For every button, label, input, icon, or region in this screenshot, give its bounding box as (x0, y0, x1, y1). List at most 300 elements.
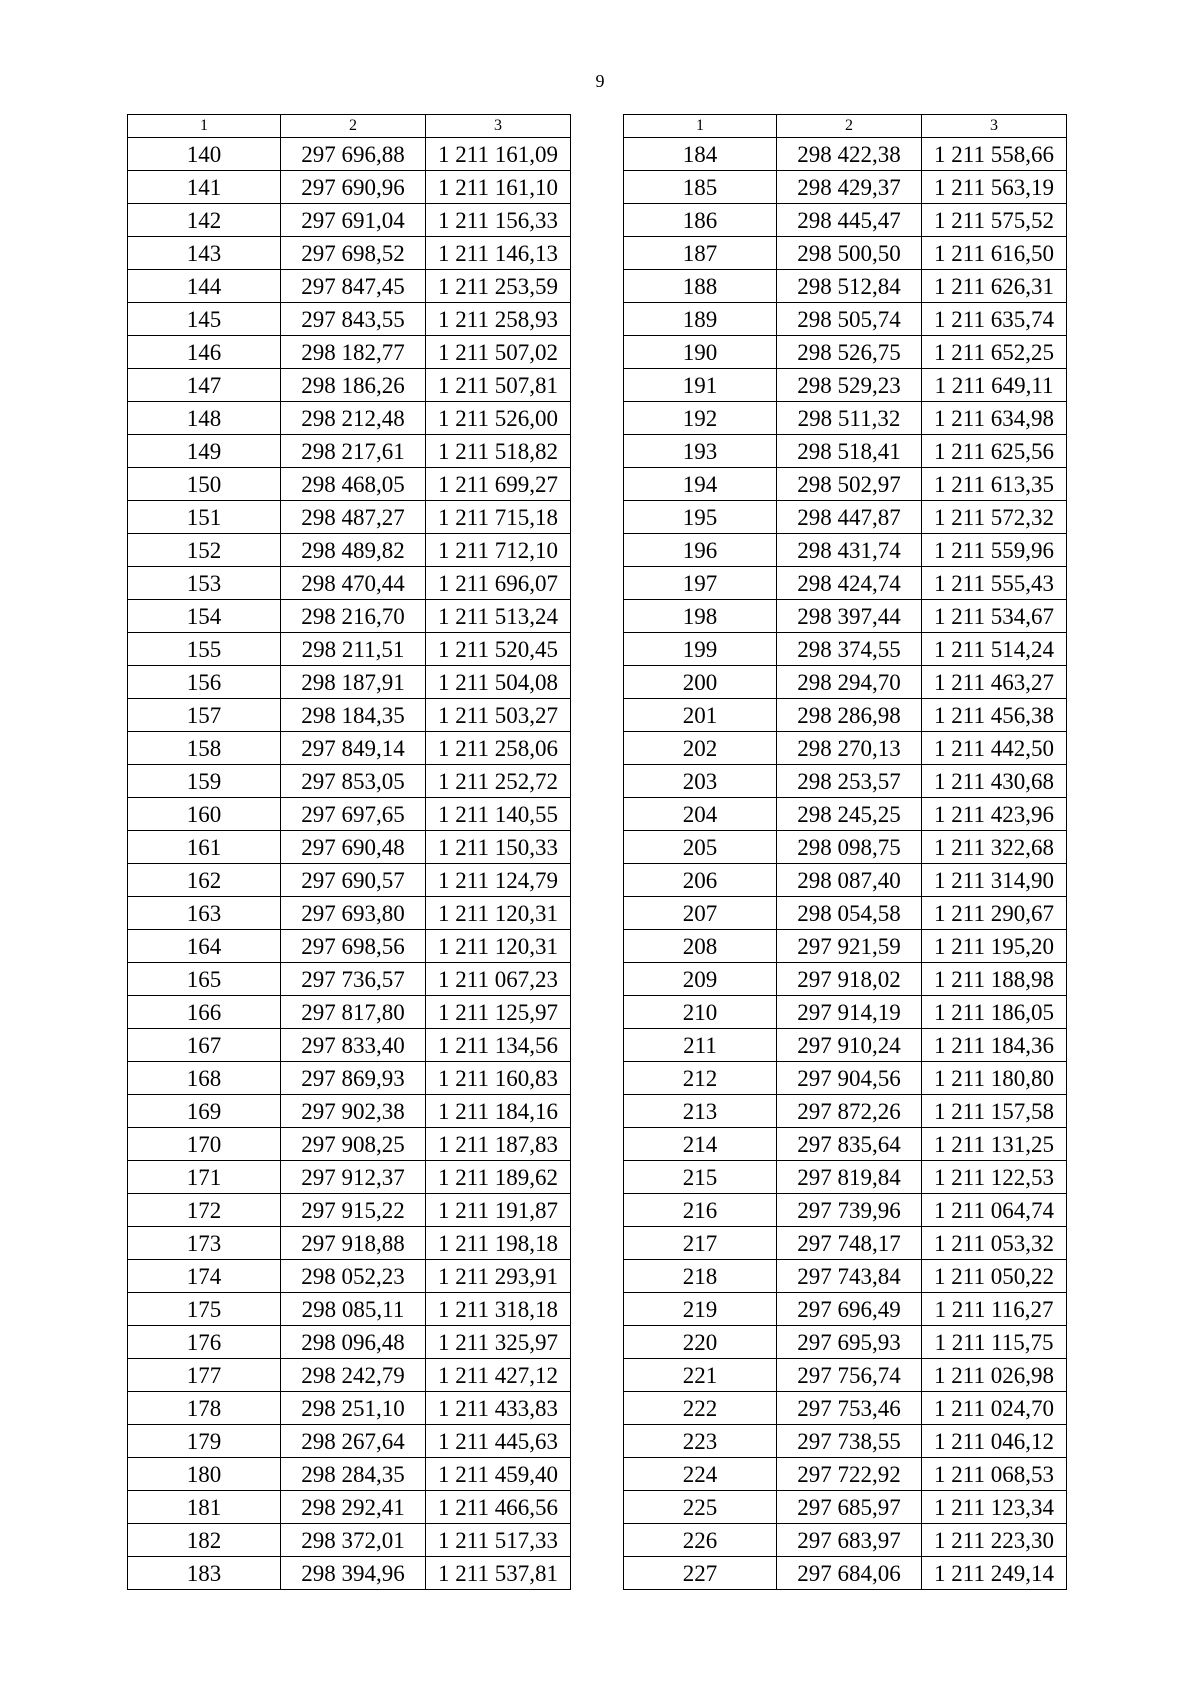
x-coordinate-cell: 297 698,52 (281, 237, 426, 270)
point-number-cell: 172 (128, 1194, 281, 1227)
y-coordinate-cell: 1 211 150,33 (426, 831, 571, 864)
y-coordinate-cell: 1 211 504,08 (426, 666, 571, 699)
table-row (624, 1029, 1067, 1062)
point-number-cell: 153 (128, 567, 281, 600)
x-coordinate-cell: 297 685,97 (777, 1491, 922, 1524)
y-coordinate-cell: 1 211 125,97 (426, 996, 571, 1029)
table-row (624, 666, 1067, 699)
coordinates-table-right (623, 114, 1067, 1590)
table-row (624, 600, 1067, 633)
y-coordinate-cell: 1 211 649,11 (922, 369, 1067, 402)
point-number-cell: 186 (624, 204, 777, 237)
x-coordinate-cell: 297 833,40 (281, 1029, 426, 1062)
column-header-y: 3 (426, 115, 571, 138)
table-row (128, 930, 571, 963)
table-row (624, 1392, 1067, 1425)
x-coordinate-cell: 297 736,57 (281, 963, 426, 996)
table-row (128, 237, 571, 270)
x-coordinate-cell: 297 849,14 (281, 732, 426, 765)
point-number-cell: 192 (624, 402, 777, 435)
y-coordinate-cell: 1 211 318,18 (426, 1293, 571, 1326)
x-coordinate-cell: 297 690,48 (281, 831, 426, 864)
y-coordinate-cell: 1 211 053,32 (922, 1227, 1067, 1260)
point-number-cell: 194 (624, 468, 777, 501)
table-row (128, 1260, 571, 1293)
point-number-cell: 207 (624, 897, 777, 930)
table-row (624, 501, 1067, 534)
y-coordinate-cell: 1 211 423,96 (922, 798, 1067, 831)
y-coordinate-cell: 1 211 189,62 (426, 1161, 571, 1194)
x-coordinate-cell: 297 698,56 (281, 930, 426, 963)
point-number-cell: 216 (624, 1194, 777, 1227)
point-number-cell: 163 (128, 897, 281, 930)
table-row (128, 171, 571, 204)
x-coordinate-cell: 297 695,93 (777, 1326, 922, 1359)
y-coordinate-cell: 1 211 526,00 (426, 402, 571, 435)
table-row (624, 963, 1067, 996)
point-number-cell: 161 (128, 831, 281, 864)
point-number-cell: 142 (128, 204, 281, 237)
y-coordinate-cell: 1 211 161,10 (426, 171, 571, 204)
table-row (128, 138, 571, 171)
table-row (128, 732, 571, 765)
point-number-cell: 227 (624, 1557, 777, 1590)
table-row (624, 1293, 1067, 1326)
x-coordinate-cell: 297 693,80 (281, 897, 426, 930)
y-coordinate-cell: 1 211 026,98 (922, 1359, 1067, 1392)
point-number-cell: 180 (128, 1458, 281, 1491)
table-header-row (128, 115, 571, 138)
x-coordinate-cell: 298 512,84 (777, 270, 922, 303)
y-coordinate-cell: 1 211 503,27 (426, 699, 571, 732)
point-number-cell: 195 (624, 501, 777, 534)
coordinates-table-left (127, 114, 571, 1590)
x-coordinate-cell: 297 872,26 (777, 1095, 922, 1128)
x-coordinate-cell: 298 186,26 (281, 369, 426, 402)
table-row (624, 1095, 1067, 1128)
y-coordinate-cell: 1 211 160,83 (426, 1062, 571, 1095)
x-coordinate-cell: 297 817,80 (281, 996, 426, 1029)
y-coordinate-cell: 1 211 024,70 (922, 1392, 1067, 1425)
table-row (624, 567, 1067, 600)
table-row (128, 831, 571, 864)
table-row (128, 1392, 571, 1425)
y-coordinate-cell: 1 211 466,56 (426, 1491, 571, 1524)
x-coordinate-cell: 298 270,13 (777, 732, 922, 765)
x-coordinate-cell: 298 518,41 (777, 435, 922, 468)
y-coordinate-cell: 1 211 613,35 (922, 468, 1067, 501)
table-row (128, 996, 571, 1029)
y-coordinate-cell: 1 211 442,50 (922, 732, 1067, 765)
point-number-cell: 189 (624, 303, 777, 336)
x-coordinate-cell: 298 529,23 (777, 369, 922, 402)
y-coordinate-cell: 1 211 715,18 (426, 501, 571, 534)
y-coordinate-cell: 1 211 134,56 (426, 1029, 571, 1062)
y-coordinate-cell: 1 211 124,79 (426, 864, 571, 897)
x-coordinate-cell: 298 216,70 (281, 600, 426, 633)
point-number-cell: 174 (128, 1260, 281, 1293)
table-row (624, 369, 1067, 402)
table-row (624, 699, 1067, 732)
point-number-cell: 224 (624, 1458, 777, 1491)
y-coordinate-cell: 1 211 252,72 (426, 765, 571, 798)
table-row (128, 600, 571, 633)
x-coordinate-cell: 297 921,59 (777, 930, 922, 963)
x-coordinate-cell: 297 912,37 (281, 1161, 426, 1194)
table-row (624, 864, 1067, 897)
y-coordinate-cell: 1 211 258,06 (426, 732, 571, 765)
point-number-cell: 209 (624, 963, 777, 996)
table-row (128, 567, 571, 600)
x-coordinate-cell: 297 835,64 (777, 1128, 922, 1161)
table-row (624, 1227, 1067, 1260)
y-coordinate-cell: 1 211 463,27 (922, 666, 1067, 699)
table-row (128, 270, 571, 303)
table-row (624, 138, 1067, 171)
y-coordinate-cell: 1 211 068,53 (922, 1458, 1067, 1491)
y-coordinate-cell: 1 211 115,75 (922, 1326, 1067, 1359)
table-row (128, 765, 571, 798)
point-number-cell: 219 (624, 1293, 777, 1326)
point-number-cell: 179 (128, 1425, 281, 1458)
y-coordinate-cell: 1 211 290,67 (922, 897, 1067, 930)
table-body-left (128, 138, 571, 1590)
x-coordinate-cell: 297 910,24 (777, 1029, 922, 1062)
y-coordinate-cell: 1 211 187,83 (426, 1128, 571, 1161)
x-coordinate-cell: 298 096,48 (281, 1326, 426, 1359)
point-number-cell: 210 (624, 996, 777, 1029)
point-number-cell: 217 (624, 1227, 777, 1260)
table-row (128, 1425, 571, 1458)
table-row (624, 1260, 1067, 1293)
point-number-cell: 176 (128, 1326, 281, 1359)
point-number-cell: 166 (128, 996, 281, 1029)
y-coordinate-cell: 1 211 712,10 (426, 534, 571, 567)
point-number-cell: 160 (128, 798, 281, 831)
table-row (128, 1029, 571, 1062)
point-number-cell: 220 (624, 1326, 777, 1359)
x-coordinate-cell: 298 054,58 (777, 897, 922, 930)
column-header-y: 3 (922, 115, 1067, 138)
point-number-cell: 199 (624, 633, 777, 666)
y-coordinate-cell: 1 211 534,67 (922, 600, 1067, 633)
x-coordinate-cell: 297 914,19 (777, 996, 922, 1029)
point-number-cell: 146 (128, 336, 281, 369)
point-number-cell: 201 (624, 699, 777, 732)
x-coordinate-cell: 298 182,77 (281, 336, 426, 369)
point-number-cell: 140 (128, 138, 281, 171)
point-number-cell: 149 (128, 435, 281, 468)
point-number-cell: 158 (128, 732, 281, 765)
y-coordinate-cell: 1 211 625,56 (922, 435, 1067, 468)
table-row (128, 1524, 571, 1557)
x-coordinate-cell: 298 251,10 (281, 1392, 426, 1425)
table-row (128, 1359, 571, 1392)
page-number: 9 (595, 71, 605, 91)
x-coordinate-cell: 297 722,92 (777, 1458, 922, 1491)
point-number-cell: 171 (128, 1161, 281, 1194)
y-coordinate-cell: 1 211 616,50 (922, 237, 1067, 270)
y-coordinate-cell: 1 211 652,25 (922, 336, 1067, 369)
y-coordinate-cell: 1 211 507,02 (426, 336, 571, 369)
y-coordinate-cell: 1 211 293,91 (426, 1260, 571, 1293)
table-row (624, 435, 1067, 468)
point-number-cell: 144 (128, 270, 281, 303)
x-coordinate-cell: 297 696,49 (777, 1293, 922, 1326)
point-number-cell: 147 (128, 369, 281, 402)
table-row (624, 204, 1067, 237)
y-coordinate-cell: 1 211 253,59 (426, 270, 571, 303)
point-number-cell: 193 (624, 435, 777, 468)
y-coordinate-cell: 1 211 456,38 (922, 699, 1067, 732)
x-coordinate-cell: 297 748,17 (777, 1227, 922, 1260)
x-coordinate-cell: 298 212,48 (281, 402, 426, 435)
x-coordinate-cell: 298 468,05 (281, 468, 426, 501)
table-row (624, 468, 1067, 501)
x-coordinate-cell: 298 511,32 (777, 402, 922, 435)
x-coordinate-cell: 297 683,97 (777, 1524, 922, 1557)
y-coordinate-cell: 1 211 122,53 (922, 1161, 1067, 1194)
table-row (128, 864, 571, 897)
y-coordinate-cell: 1 211 518,82 (426, 435, 571, 468)
table-row (128, 1557, 571, 1590)
table-row (624, 270, 1067, 303)
point-number-cell: 223 (624, 1425, 777, 1458)
y-coordinate-cell: 1 211 116,27 (922, 1293, 1067, 1326)
x-coordinate-cell: 298 052,23 (281, 1260, 426, 1293)
table-row (128, 402, 571, 435)
point-number-cell: 168 (128, 1062, 281, 1095)
table-row (128, 699, 571, 732)
point-number-cell: 222 (624, 1392, 777, 1425)
y-coordinate-cell: 1 211 563,19 (922, 171, 1067, 204)
table-row (624, 1359, 1067, 1392)
x-coordinate-cell: 298 292,41 (281, 1491, 426, 1524)
table-row (624, 633, 1067, 666)
point-number-cell: 196 (624, 534, 777, 567)
x-coordinate-cell: 297 853,05 (281, 765, 426, 798)
x-coordinate-cell: 297 904,56 (777, 1062, 922, 1095)
y-coordinate-cell: 1 211 223,30 (922, 1524, 1067, 1557)
y-coordinate-cell: 1 211 634,98 (922, 402, 1067, 435)
table-row (128, 666, 571, 699)
point-number-cell: 183 (128, 1557, 281, 1590)
point-number-cell: 155 (128, 633, 281, 666)
y-coordinate-cell: 1 211 459,40 (426, 1458, 571, 1491)
x-coordinate-cell: 298 445,47 (777, 204, 922, 237)
table-row (128, 1062, 571, 1095)
table-row (128, 1128, 571, 1161)
x-coordinate-cell: 297 690,57 (281, 864, 426, 897)
point-number-cell: 162 (128, 864, 281, 897)
point-number-cell: 185 (624, 171, 777, 204)
point-number-cell: 191 (624, 369, 777, 402)
point-number-cell: 148 (128, 402, 281, 435)
point-number-cell: 154 (128, 600, 281, 633)
y-coordinate-cell: 1 211 433,83 (426, 1392, 571, 1425)
point-number-cell: 169 (128, 1095, 281, 1128)
point-number-cell: 165 (128, 963, 281, 996)
y-coordinate-cell: 1 211 249,14 (922, 1557, 1067, 1590)
y-coordinate-cell: 1 211 050,22 (922, 1260, 1067, 1293)
table-row (624, 1161, 1067, 1194)
table-row (624, 303, 1067, 336)
point-number-cell: 178 (128, 1392, 281, 1425)
point-number-cell: 143 (128, 237, 281, 270)
point-number-cell: 221 (624, 1359, 777, 1392)
y-coordinate-cell: 1 211 445,63 (426, 1425, 571, 1458)
x-coordinate-cell: 298 253,57 (777, 765, 922, 798)
x-coordinate-cell: 297 918,02 (777, 963, 922, 996)
y-coordinate-cell: 1 211 146,13 (426, 237, 571, 270)
x-coordinate-cell: 298 284,35 (281, 1458, 426, 1491)
y-coordinate-cell: 1 211 186,05 (922, 996, 1067, 1029)
x-coordinate-cell: 298 085,11 (281, 1293, 426, 1326)
table-row (624, 336, 1067, 369)
x-coordinate-cell: 298 489,82 (281, 534, 426, 567)
x-coordinate-cell: 297 697,65 (281, 798, 426, 831)
y-coordinate-cell: 1 211 430,68 (922, 765, 1067, 798)
y-coordinate-cell: 1 211 537,81 (426, 1557, 571, 1590)
y-coordinate-cell: 1 211 322,68 (922, 831, 1067, 864)
point-number-cell: 197 (624, 567, 777, 600)
table-body-right (624, 138, 1067, 1590)
table-row (128, 897, 571, 930)
x-coordinate-cell: 297 739,96 (777, 1194, 922, 1227)
y-coordinate-cell: 1 211 513,24 (426, 600, 571, 633)
x-coordinate-cell: 297 918,88 (281, 1227, 426, 1260)
x-coordinate-cell: 297 869,93 (281, 1062, 426, 1095)
table-row (624, 1194, 1067, 1227)
column-header-point-number: 1 (624, 115, 777, 138)
x-coordinate-cell: 298 087,40 (777, 864, 922, 897)
table-row (128, 369, 571, 402)
x-coordinate-cell: 298 502,97 (777, 468, 922, 501)
point-number-cell: 159 (128, 765, 281, 798)
point-number-cell: 182 (128, 1524, 281, 1557)
point-number-cell: 173 (128, 1227, 281, 1260)
x-coordinate-cell: 298 372,01 (281, 1524, 426, 1557)
table-row (128, 1491, 571, 1524)
point-number-cell: 205 (624, 831, 777, 864)
x-coordinate-cell: 298 286,98 (777, 699, 922, 732)
point-number-cell: 184 (624, 138, 777, 171)
point-number-cell: 214 (624, 1128, 777, 1161)
point-number-cell: 200 (624, 666, 777, 699)
point-number-cell: 206 (624, 864, 777, 897)
table-row (624, 732, 1067, 765)
table-row (624, 1062, 1067, 1095)
point-number-cell: 175 (128, 1293, 281, 1326)
x-coordinate-cell: 298 217,61 (281, 435, 426, 468)
y-coordinate-cell: 1 211 067,23 (426, 963, 571, 996)
x-coordinate-cell: 298 500,50 (777, 237, 922, 270)
x-coordinate-cell: 297 908,25 (281, 1128, 426, 1161)
x-coordinate-cell: 298 422,38 (777, 138, 922, 171)
y-coordinate-cell: 1 211 559,96 (922, 534, 1067, 567)
y-coordinate-cell: 1 211 699,27 (426, 468, 571, 501)
y-coordinate-cell: 1 211 156,33 (426, 204, 571, 237)
x-coordinate-cell: 298 470,44 (281, 567, 426, 600)
table-row (128, 435, 571, 468)
point-number-cell: 151 (128, 501, 281, 534)
x-coordinate-cell: 298 211,51 (281, 633, 426, 666)
column-header-x: 2 (777, 115, 922, 138)
y-coordinate-cell: 1 211 188,98 (922, 963, 1067, 996)
point-number-cell: 181 (128, 1491, 281, 1524)
y-coordinate-cell: 1 211 325,97 (426, 1326, 571, 1359)
table-row (624, 831, 1067, 864)
table-row (128, 303, 571, 336)
table-row (128, 1194, 571, 1227)
y-coordinate-cell: 1 211 558,66 (922, 138, 1067, 171)
table-row (128, 963, 571, 996)
table-row (624, 1557, 1067, 1590)
table-row (624, 1524, 1067, 1557)
table-row (624, 1128, 1067, 1161)
point-number-cell: 156 (128, 666, 281, 699)
point-number-cell: 188 (624, 270, 777, 303)
point-number-cell: 218 (624, 1260, 777, 1293)
table-row (128, 1161, 571, 1194)
x-coordinate-cell: 297 684,06 (777, 1557, 922, 1590)
x-coordinate-cell: 297 843,55 (281, 303, 426, 336)
table-row (624, 930, 1067, 963)
table-row (128, 633, 571, 666)
x-coordinate-cell: 297 738,55 (777, 1425, 922, 1458)
point-number-cell: 190 (624, 336, 777, 369)
table-row (624, 1458, 1067, 1491)
y-coordinate-cell: 1 211 575,52 (922, 204, 1067, 237)
x-coordinate-cell: 297 756,74 (777, 1359, 922, 1392)
point-number-cell: 213 (624, 1095, 777, 1128)
column-header-point-number: 1 (128, 115, 281, 138)
x-coordinate-cell: 298 447,87 (777, 501, 922, 534)
y-coordinate-cell: 1 211 314,90 (922, 864, 1067, 897)
y-coordinate-cell: 1 211 184,36 (922, 1029, 1067, 1062)
point-number-cell: 211 (624, 1029, 777, 1062)
column-header-x: 2 (281, 115, 426, 138)
point-number-cell: 226 (624, 1524, 777, 1557)
point-number-cell: 204 (624, 798, 777, 831)
table-row (128, 336, 571, 369)
point-number-cell: 212 (624, 1062, 777, 1095)
y-coordinate-cell: 1 211 507,81 (426, 369, 571, 402)
point-number-cell: 225 (624, 1491, 777, 1524)
y-coordinate-cell: 1 211 258,93 (426, 303, 571, 336)
y-coordinate-cell: 1 211 514,24 (922, 633, 1067, 666)
table-row (624, 897, 1067, 930)
table-row (128, 1293, 571, 1326)
point-number-cell: 177 (128, 1359, 281, 1392)
x-coordinate-cell: 298 242,79 (281, 1359, 426, 1392)
x-coordinate-cell: 297 847,45 (281, 270, 426, 303)
y-coordinate-cell: 1 211 191,87 (426, 1194, 571, 1227)
point-number-cell: 203 (624, 765, 777, 798)
x-coordinate-cell: 297 753,46 (777, 1392, 922, 1425)
y-coordinate-cell: 1 211 046,12 (922, 1425, 1067, 1458)
table-row (128, 1095, 571, 1128)
y-coordinate-cell: 1 211 626,31 (922, 270, 1067, 303)
y-coordinate-cell: 1 211 520,45 (426, 633, 571, 666)
table-row (128, 798, 571, 831)
y-coordinate-cell: 1 211 157,58 (922, 1095, 1067, 1128)
y-coordinate-cell: 1 211 184,16 (426, 1095, 571, 1128)
y-coordinate-cell: 1 211 064,74 (922, 1194, 1067, 1227)
table-row (624, 765, 1067, 798)
table-row (128, 1458, 571, 1491)
x-coordinate-cell: 298 394,96 (281, 1557, 426, 1590)
